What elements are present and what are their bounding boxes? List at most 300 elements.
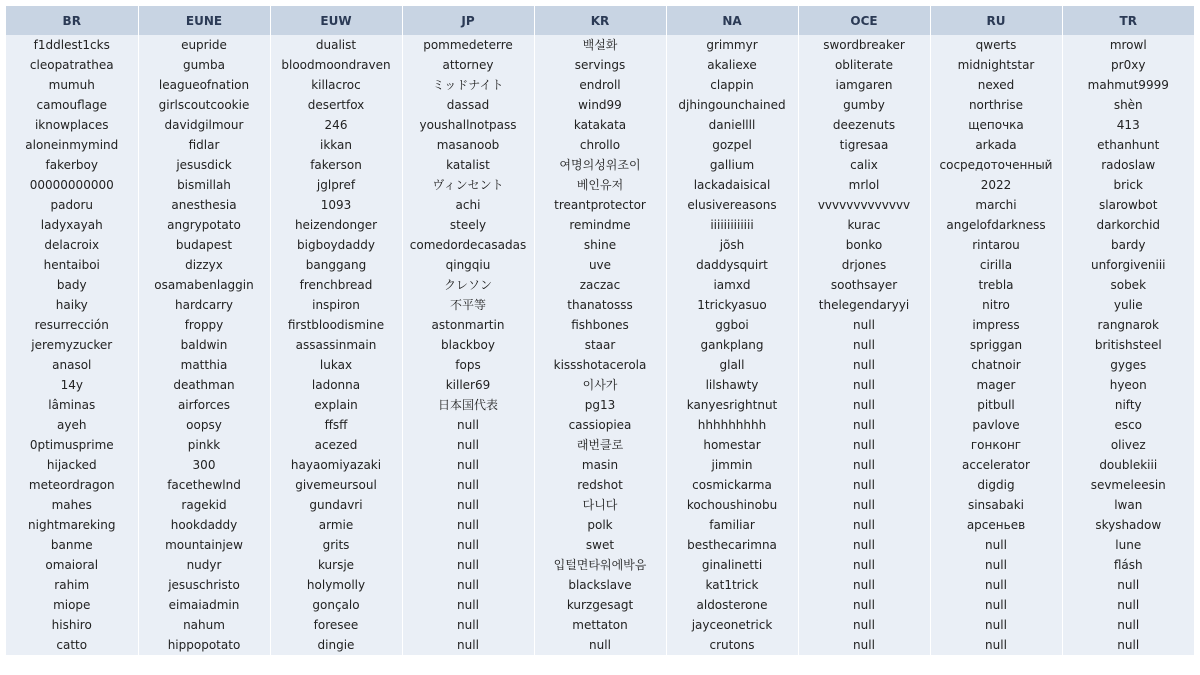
table-cell-br: ladyxayah	[6, 215, 138, 235]
table-row	[6, 495, 1194, 515]
column-header-eune: EUNE	[138, 6, 270, 35]
table-cell-euw: holymolly	[270, 575, 402, 595]
table-cell-euw: bloodmoondraven	[270, 55, 402, 75]
column-header-tr: TR	[1062, 6, 1194, 35]
table-cell-kr: redshot	[534, 475, 666, 495]
table-cell-eune: anesthesia	[138, 195, 270, 215]
table-row	[6, 355, 1194, 375]
table-cell-na: ggboi	[666, 315, 798, 335]
table-cell-jp: steely	[402, 215, 534, 235]
table-row	[6, 155, 1194, 175]
table-cell-na: familiar	[666, 515, 798, 535]
table-cell-br: omaioral	[6, 555, 138, 575]
table-cell-kr: 여명의성위조이	[534, 155, 666, 175]
table-cell-oce: null	[798, 395, 930, 415]
table-cell-br: mahes	[6, 495, 138, 515]
table-cell-br: f1ddlest1cks	[6, 35, 138, 55]
table-cell-eune: mountainjew	[138, 535, 270, 555]
table-cell-br: meteordragon	[6, 475, 138, 495]
table-cell-oce: null	[798, 475, 930, 495]
table-row	[6, 535, 1194, 555]
table-cell-br: camouflage	[6, 95, 138, 115]
table-cell-euw: lukax	[270, 355, 402, 375]
table-cell-jp: クレソン	[402, 275, 534, 295]
table-cell-oce: drjones	[798, 255, 930, 275]
table-row	[6, 95, 1194, 115]
table-row	[6, 455, 1194, 475]
table-cell-na: gankplang	[666, 335, 798, 355]
table-cell-br: 14y	[6, 375, 138, 395]
table-cell-euw: assassinmain	[270, 335, 402, 355]
table-row	[6, 275, 1194, 295]
table-row	[6, 255, 1194, 275]
table-cell-br: miope	[6, 595, 138, 615]
table-cell-tr: mahmut9999	[1062, 75, 1194, 95]
table-cell-eune: dizzyx	[138, 255, 270, 275]
table-cell-euw: banggang	[270, 255, 402, 275]
table-cell-tr: slarowbot	[1062, 195, 1194, 215]
table-row	[6, 615, 1194, 635]
table-cell-oce: iamgaren	[798, 75, 930, 95]
table-cell-na: iamxd	[666, 275, 798, 295]
table-cell-eune: oopsy	[138, 415, 270, 435]
table-cell-kr: pg13	[534, 395, 666, 415]
table-cell-euw: firstbloodismine	[270, 315, 402, 335]
table-cell-oce: mrlol	[798, 175, 930, 195]
table-cell-jp: null	[402, 635, 534, 655]
table-cell-ru: гонконг	[930, 435, 1062, 455]
table-cell-na: lilshawty	[666, 375, 798, 395]
table-cell-eune: hookdaddy	[138, 515, 270, 535]
table-cell-eune: baldwin	[138, 335, 270, 355]
table-cell-euw: gonçalo	[270, 595, 402, 615]
table-cell-kr: blackslave	[534, 575, 666, 595]
table-cell-na: jayceonetrick	[666, 615, 798, 635]
table-cell-ru: nitro	[930, 295, 1062, 315]
table-cell-tr: null	[1062, 595, 1194, 615]
table-cell-oce: null	[798, 635, 930, 655]
table-cell-br: 00000000000	[6, 175, 138, 195]
table-cell-eune: bismillah	[138, 175, 270, 195]
table-cell-eune: fidlar	[138, 135, 270, 155]
table-cell-oce: null	[798, 515, 930, 535]
table-cell-kr: katakata	[534, 115, 666, 135]
table-cell-oce: null	[798, 595, 930, 615]
table-row	[6, 435, 1194, 455]
table-cell-tr: bardy	[1062, 235, 1194, 255]
table-cell-euw: killacroc	[270, 75, 402, 95]
table-cell-tr: gyges	[1062, 355, 1194, 375]
table-cell-eune: hippopotato	[138, 635, 270, 655]
table-cell-br: haiky	[6, 295, 138, 315]
table-cell-kr: 다니다	[534, 495, 666, 515]
table-row	[6, 375, 1194, 395]
table-cell-jp: comedordecasadas	[402, 235, 534, 255]
table-cell-eune: facethewlnd	[138, 475, 270, 495]
table-cell-jp: attorney	[402, 55, 534, 75]
table-row	[6, 195, 1194, 215]
table-cell-jp: null	[402, 475, 534, 495]
table-cell-kr: 백설화	[534, 35, 666, 55]
table-cell-tr: sevmeleesin	[1062, 475, 1194, 495]
table-cell-jp: null	[402, 495, 534, 515]
table-cell-tr: esco	[1062, 415, 1194, 435]
table-cell-eune: froppy	[138, 315, 270, 335]
table-cell-kr: swet	[534, 535, 666, 555]
table-cell-jp: masanoob	[402, 135, 534, 155]
table-cell-euw: explain	[270, 395, 402, 415]
table-cell-eune: gumba	[138, 55, 270, 75]
table-cell-kr: kissshotacerola	[534, 355, 666, 375]
table-cell-euw: acezed	[270, 435, 402, 455]
table-cell-ru: cirilla	[930, 255, 1062, 275]
table-cell-na: daniellll	[666, 115, 798, 135]
table-cell-br: delacroix	[6, 235, 138, 255]
table-cell-eune: eimaiadmin	[138, 595, 270, 615]
table-cell-kr: treantprotector	[534, 195, 666, 215]
table-cell-euw: grits	[270, 535, 402, 555]
table-cell-eune: jesuschristo	[138, 575, 270, 595]
table-cell-eune: nahum	[138, 615, 270, 635]
table-cell-oce: null	[798, 435, 930, 455]
column-header-ru: RU	[930, 6, 1062, 35]
table-cell-kr: fishbones	[534, 315, 666, 335]
column-header-na: NA	[666, 6, 798, 35]
table-cell-kr: mettaton	[534, 615, 666, 635]
table-cell-jp: fops	[402, 355, 534, 375]
table-cell-euw: 246	[270, 115, 402, 135]
table-cell-oce: gumby	[798, 95, 930, 115]
table-cell-jp: youshallnotpass	[402, 115, 534, 135]
table-row	[6, 515, 1194, 535]
table-cell-ru: sinsabaki	[930, 495, 1062, 515]
table-cell-na: glall	[666, 355, 798, 375]
region-names-table	[6, 6, 1194, 655]
table-cell-na: kanyesrightnut	[666, 395, 798, 415]
table-cell-br: catto	[6, 635, 138, 655]
table-cell-tr: rangnarok	[1062, 315, 1194, 335]
table-cell-jp: 不平等	[402, 295, 534, 315]
table-cell-na: aldosterone	[666, 595, 798, 615]
table-cell-tr: 413	[1062, 115, 1194, 135]
table-cell-kr: chrollo	[534, 135, 666, 155]
table-cell-ru: pitbull	[930, 395, 1062, 415]
table-cell-ru: chatnoir	[930, 355, 1062, 375]
table-cell-tr: lwan	[1062, 495, 1194, 515]
table-cell-br: lâminas	[6, 395, 138, 415]
table-cell-tr: radoslaw	[1062, 155, 1194, 175]
table-cell-kr: endroll	[534, 75, 666, 95]
table-row	[6, 595, 1194, 615]
table-cell-oce: null	[798, 615, 930, 635]
table-cell-euw: heizendonger	[270, 215, 402, 235]
table-cell-jp: blackboy	[402, 335, 534, 355]
column-header-oce: OCE	[798, 6, 930, 35]
table-cell-ru: midnightstar	[930, 55, 1062, 75]
table-cell-eune: nudyr	[138, 555, 270, 575]
table-row	[6, 315, 1194, 335]
table-cell-na: elusivereasons	[666, 195, 798, 215]
column-header-br: BR	[6, 6, 138, 35]
table-cell-oce: obliterate	[798, 55, 930, 75]
table-cell-oce: null	[798, 355, 930, 375]
table-cell-br: nightmareking	[6, 515, 138, 535]
table-cell-ru: null	[930, 615, 1062, 635]
table-cell-tr: sobek	[1062, 275, 1194, 295]
table-cell-br: iknowplaces	[6, 115, 138, 135]
table-cell-na: kochoushinobu	[666, 495, 798, 515]
table-row	[6, 175, 1194, 195]
table-cell-euw: ffsff	[270, 415, 402, 435]
table-cell-na: kat1trick	[666, 575, 798, 595]
table-cell-ru: qwerts	[930, 35, 1062, 55]
table-cell-oce: null	[798, 575, 930, 595]
table-cell-euw: 1093	[270, 195, 402, 215]
table-cell-na: grimmyr	[666, 35, 798, 55]
table-cell-eune: matthia	[138, 355, 270, 375]
table-row	[6, 475, 1194, 495]
table-cell-ru: arkada	[930, 135, 1062, 155]
table-cell-br: rahim	[6, 575, 138, 595]
table-cell-ru: null	[930, 535, 1062, 555]
table-cell-eune: airforces	[138, 395, 270, 415]
table-row	[6, 395, 1194, 415]
table-cell-kr: 래번클로	[534, 435, 666, 455]
table-cell-na: gallium	[666, 155, 798, 175]
table-row	[6, 635, 1194, 655]
table-cell-tr: darkorchid	[1062, 215, 1194, 235]
table-cell-euw: foresee	[270, 615, 402, 635]
column-header-jp: JP	[402, 6, 534, 35]
table-cell-kr: thanatosss	[534, 295, 666, 315]
table-cell-ru: null	[930, 555, 1062, 575]
table-cell-kr: uve	[534, 255, 666, 275]
table-cell-oce: null	[798, 315, 930, 335]
table-cell-tr: nifty	[1062, 395, 1194, 415]
table-cell-br: ayeh	[6, 415, 138, 435]
table-cell-jp: dassad	[402, 95, 534, 115]
table-cell-eune: 300	[138, 455, 270, 475]
table-cell-jp: null	[402, 415, 534, 435]
table-cell-oce: null	[798, 495, 930, 515]
table-cell-na: besthecarimna	[666, 535, 798, 555]
table-cell-oce: bonko	[798, 235, 930, 255]
table-cell-ru: impress	[930, 315, 1062, 335]
table-cell-kr: staar	[534, 335, 666, 355]
table-cell-ru: 2022	[930, 175, 1062, 195]
table-cell-ru: northrise	[930, 95, 1062, 115]
table-cell-br: banme	[6, 535, 138, 555]
table-cell-ru: marchi	[930, 195, 1062, 215]
table-cell-oce: vvvvvvvvvvvvv	[798, 195, 930, 215]
table-cell-br: jeremyzucker	[6, 335, 138, 355]
table-cell-tr: lune	[1062, 535, 1194, 555]
table-body	[6, 35, 1194, 655]
table-cell-oce: kurac	[798, 215, 930, 235]
table-cell-tr: flásh	[1062, 555, 1194, 575]
table-cell-ru: digdig	[930, 475, 1062, 495]
table-cell-na: ginalinetti	[666, 555, 798, 575]
table-cell-tr: null	[1062, 635, 1194, 655]
table-cell-euw: hayaomiyazaki	[270, 455, 402, 475]
table-cell-jp: null	[402, 595, 534, 615]
table-cell-oce: soothsayer	[798, 275, 930, 295]
table-cell-br: padoru	[6, 195, 138, 215]
table-cell-eune: pinkk	[138, 435, 270, 455]
table-cell-kr: zaczac	[534, 275, 666, 295]
table-cell-jp: null	[402, 455, 534, 475]
table-cell-na: homestar	[666, 435, 798, 455]
table-row	[6, 555, 1194, 575]
table-cell-jp: qingqiu	[402, 255, 534, 275]
table-cell-oce: calix	[798, 155, 930, 175]
table-row	[6, 135, 1194, 155]
table-cell-tr: brick	[1062, 175, 1194, 195]
table-cell-tr: olivez	[1062, 435, 1194, 455]
table-cell-eune: jesusdick	[138, 155, 270, 175]
table-cell-ru: angelofdarkness	[930, 215, 1062, 235]
table-cell-jp: ミッドナイト	[402, 75, 534, 95]
table-cell-oce: tigresaa	[798, 135, 930, 155]
table-cell-kr: polk	[534, 515, 666, 535]
table-cell-jp: null	[402, 515, 534, 535]
table-cell-kr: cassiopiea	[534, 415, 666, 435]
table-cell-br: fakerboy	[6, 155, 138, 175]
table-cell-tr: unforgiveniii	[1062, 255, 1194, 275]
table-cell-jp: killer69	[402, 375, 534, 395]
table-cell-oce: thelegendaryyi	[798, 295, 930, 315]
table-cell-euw: givemeursoul	[270, 475, 402, 495]
table-cell-kr: 입털면타워에박음	[534, 555, 666, 575]
table-cell-na: daddysquirt	[666, 255, 798, 275]
table-row	[6, 335, 1194, 355]
table-cell-oce: deezenuts	[798, 115, 930, 135]
table-cell-kr: masin	[534, 455, 666, 475]
table-cell-jp: 日本国代表	[402, 395, 534, 415]
table-cell-tr: null	[1062, 615, 1194, 635]
table-cell-oce: null	[798, 555, 930, 575]
table-cell-na: clappin	[666, 75, 798, 95]
table-cell-br: aloneinmymind	[6, 135, 138, 155]
table-cell-br: mumuh	[6, 75, 138, 95]
table-cell-eune: ragekid	[138, 495, 270, 515]
table-cell-oce: null	[798, 455, 930, 475]
table-cell-euw: jglpref	[270, 175, 402, 195]
table-cell-na: jimmin	[666, 455, 798, 475]
table-cell-jp: null	[402, 615, 534, 635]
table-cell-ru: pavlove	[930, 415, 1062, 435]
table-cell-tr: shèn	[1062, 95, 1194, 115]
table-cell-oce: null	[798, 535, 930, 555]
table-row	[6, 35, 1194, 55]
table-cell-eune: davidgilmour	[138, 115, 270, 135]
table-cell-kr: servings	[534, 55, 666, 75]
table-row	[6, 55, 1194, 75]
table-cell-na: iiiiiiiiiiiii	[666, 215, 798, 235]
table-cell-br: hijacked	[6, 455, 138, 475]
table-cell-eune: leagueofnation	[138, 75, 270, 95]
table-cell-eune: hardcarry	[138, 295, 270, 315]
table-cell-ru: rintarou	[930, 235, 1062, 255]
column-header-kr: KR	[534, 6, 666, 35]
table-cell-na: hhhhhhhhh	[666, 415, 798, 435]
table-cell-jp: achi	[402, 195, 534, 215]
table-cell-br: cleopatrathea	[6, 55, 138, 75]
table-cell-tr: mrowl	[1062, 35, 1194, 55]
table-cell-euw: gundavri	[270, 495, 402, 515]
table-cell-euw: dingie	[270, 635, 402, 655]
table-row	[6, 115, 1194, 135]
table-cell-tr: britishsteel	[1062, 335, 1194, 355]
table-cell-oce: null	[798, 335, 930, 355]
table-cell-kr: null	[534, 635, 666, 655]
table-cell-na: 1trickyasuo	[666, 295, 798, 315]
table-cell-ru: щепочка	[930, 115, 1062, 135]
table-cell-kr: shine	[534, 235, 666, 255]
table-cell-jp: astonmartin	[402, 315, 534, 335]
table-cell-eune: eupride	[138, 35, 270, 55]
table-cell-oce: null	[798, 375, 930, 395]
table-cell-tr: null	[1062, 575, 1194, 595]
table-row	[6, 215, 1194, 235]
table-cell-eune: budapest	[138, 235, 270, 255]
table-cell-br: 0ptimusprime	[6, 435, 138, 455]
table-cell-na: gozpel	[666, 135, 798, 155]
table-row	[6, 415, 1194, 435]
table-header-row	[6, 6, 1194, 35]
table-cell-na: djhingounchained	[666, 95, 798, 115]
table-cell-tr: doublekiii	[1062, 455, 1194, 475]
table-cell-tr: ethanhunt	[1062, 135, 1194, 155]
table-cell-ru: trebla	[930, 275, 1062, 295]
column-header-euw: EUW	[270, 6, 402, 35]
table-row	[6, 295, 1194, 315]
table-cell-euw: desertfox	[270, 95, 402, 115]
table-cell-ru: mager	[930, 375, 1062, 395]
table-cell-kr: remindme	[534, 215, 666, 235]
table-cell-tr: hyeon	[1062, 375, 1194, 395]
table-cell-euw: bigboydaddy	[270, 235, 402, 255]
table-cell-jp: null	[402, 435, 534, 455]
table-cell-eune: osamabenlaggin	[138, 275, 270, 295]
table-cell-euw: armie	[270, 515, 402, 535]
table-cell-euw: ikkan	[270, 135, 402, 155]
table-cell-tr: yulie	[1062, 295, 1194, 315]
table-cell-jp: katalist	[402, 155, 534, 175]
table-cell-ru: accelerator	[930, 455, 1062, 475]
table-cell-na: lackadaisical	[666, 175, 798, 195]
table-cell-kr: wind99	[534, 95, 666, 115]
table-cell-br: resurrección	[6, 315, 138, 335]
table-cell-ru: nexed	[930, 75, 1062, 95]
table-cell-ru: арсеньев	[930, 515, 1062, 535]
table-row	[6, 75, 1194, 95]
table-cell-euw: dualist	[270, 35, 402, 55]
table-cell-br: hentaiboi	[6, 255, 138, 275]
table-cell-eune: angrypotato	[138, 215, 270, 235]
table-cell-jp: null	[402, 535, 534, 555]
table-cell-br: hishiro	[6, 615, 138, 635]
table-cell-eune: deathman	[138, 375, 270, 395]
table-cell-kr: 이사가	[534, 375, 666, 395]
table-cell-euw: ladonna	[270, 375, 402, 395]
table-cell-na: jõsh	[666, 235, 798, 255]
table-cell-jp: pommedeterre	[402, 35, 534, 55]
table-cell-na: cosmickarma	[666, 475, 798, 495]
table-cell-ru: null	[930, 575, 1062, 595]
table-cell-kr: kurzgesagt	[534, 595, 666, 615]
table-cell-ru: null	[930, 635, 1062, 655]
